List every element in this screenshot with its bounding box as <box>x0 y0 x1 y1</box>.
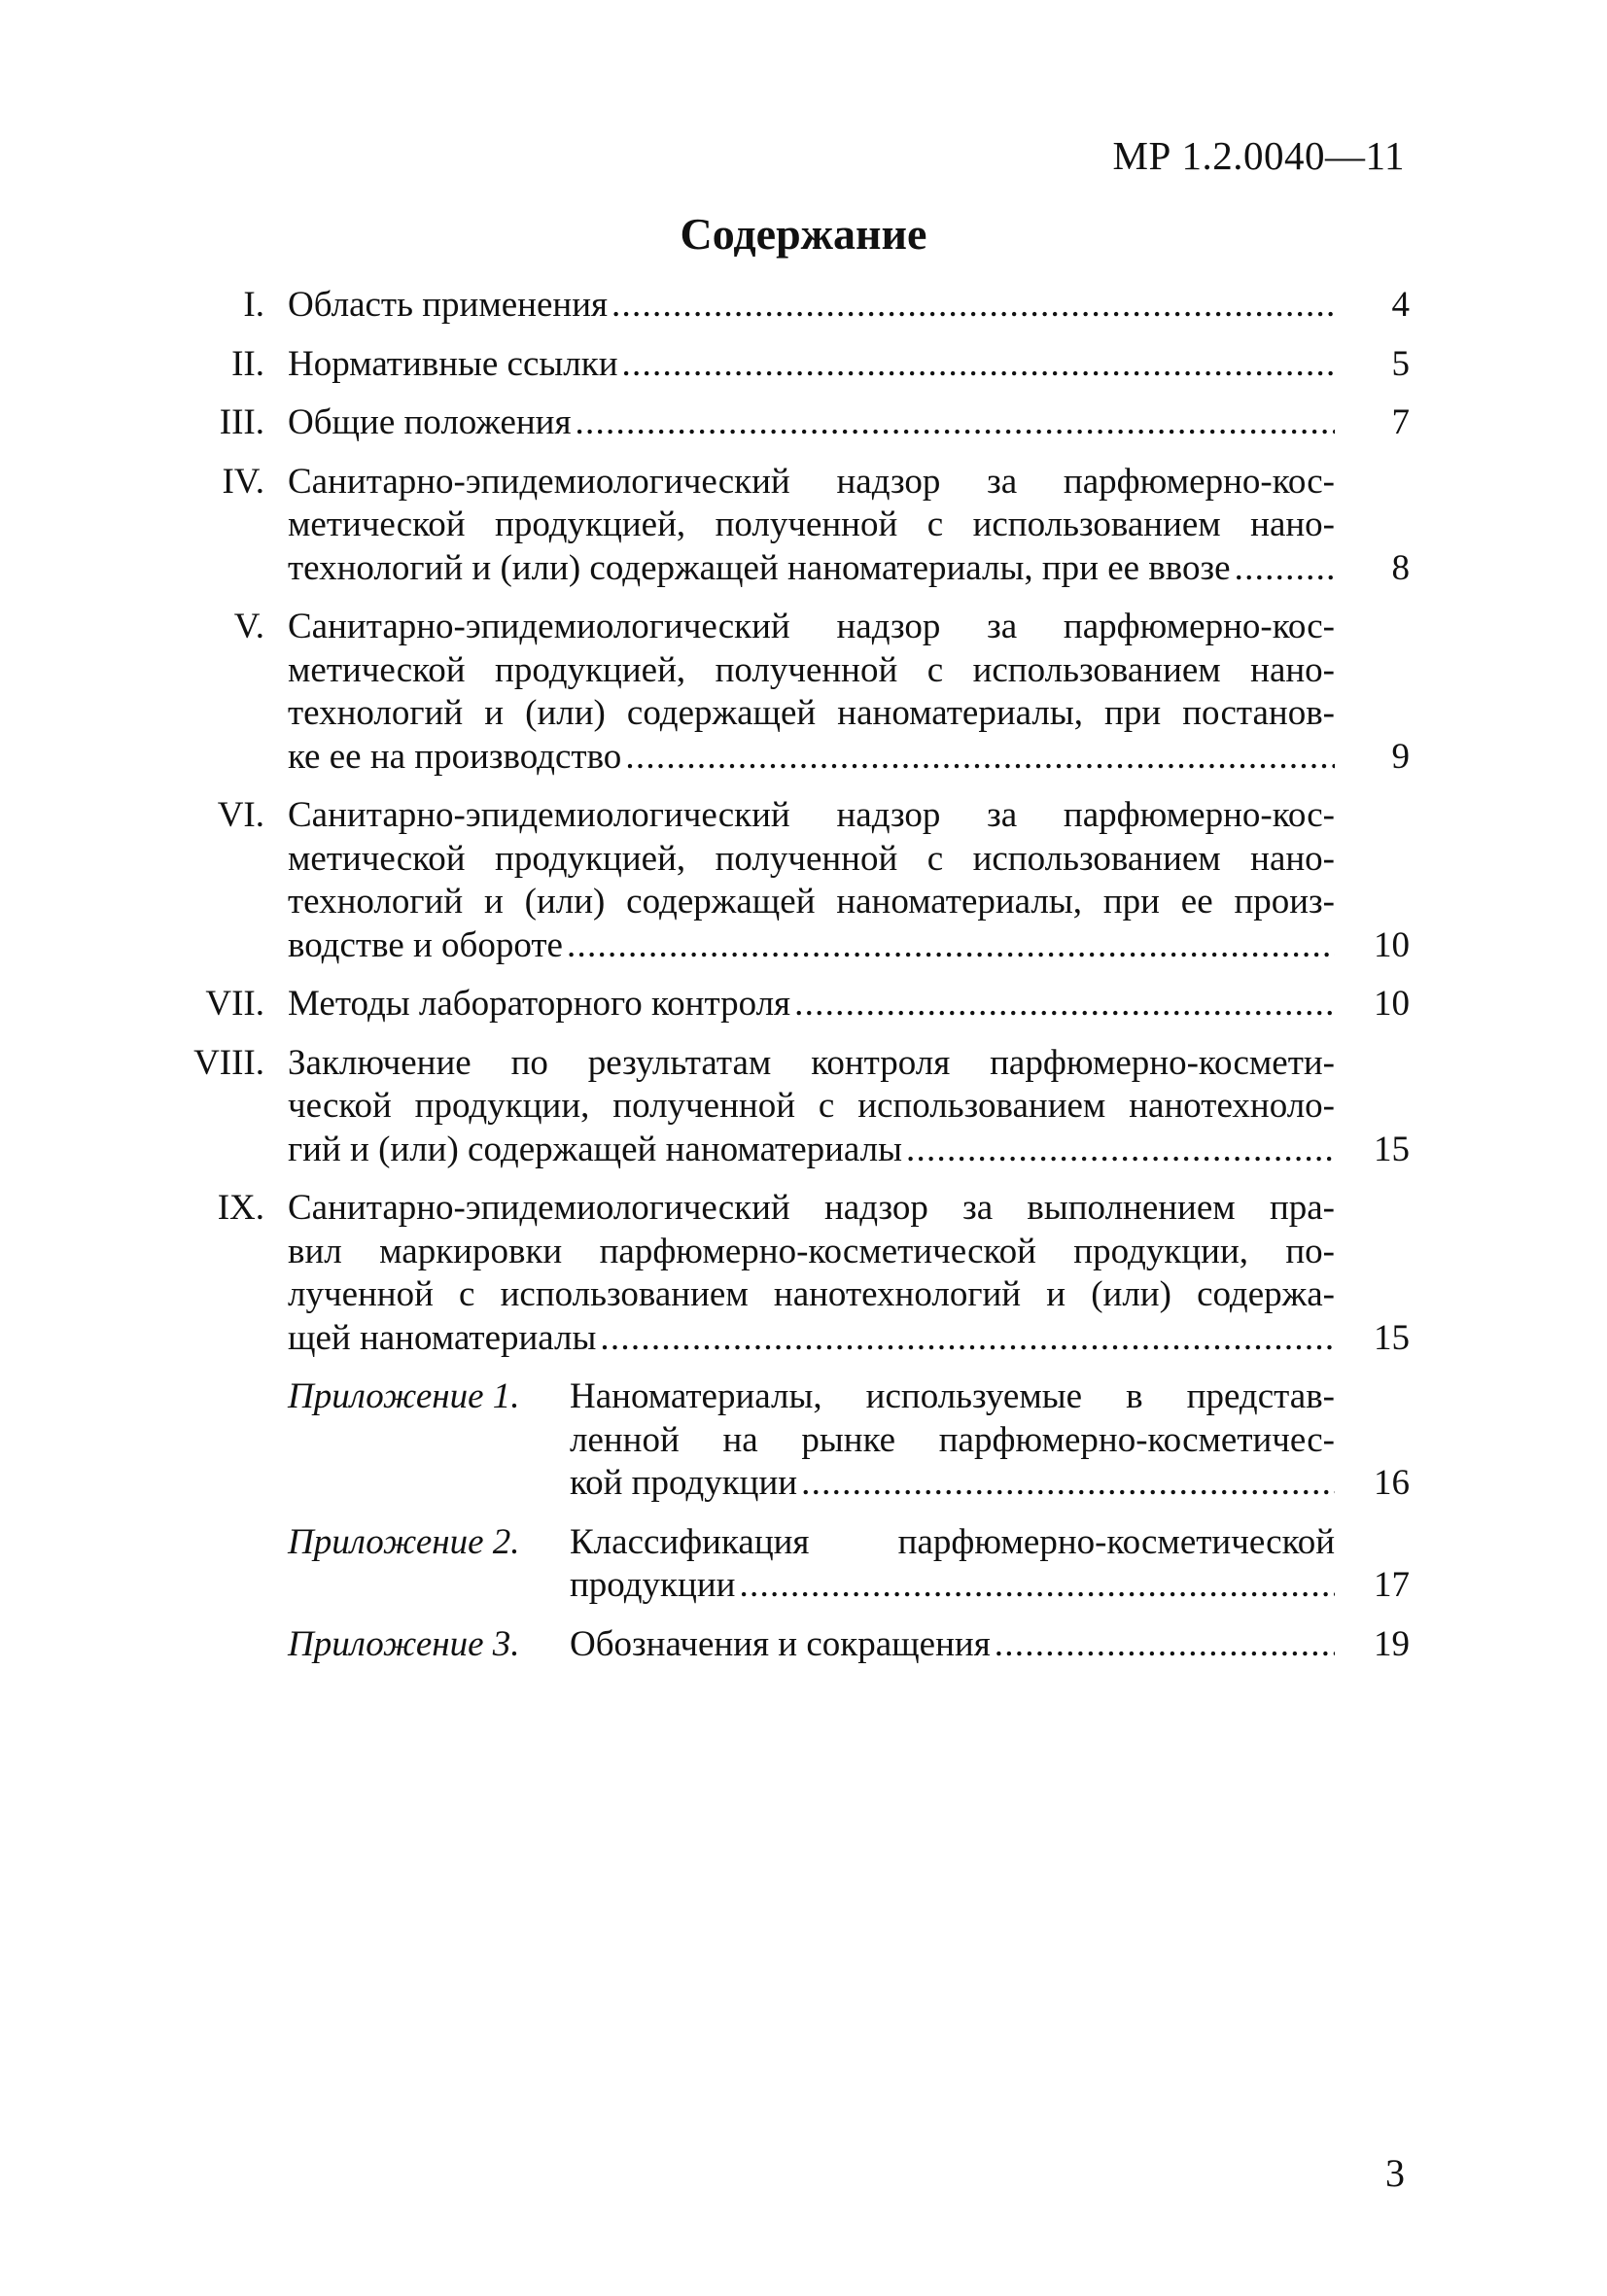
toc-entry <box>185 794 1410 967</box>
toc-appendices <box>185 1375 1410 1666</box>
entry-text-line: Санитарно-эпидемиологический надзор за парфюмерно-кос- <box>288 795 1335 835</box>
dot-leader <box>801 1462 1335 1506</box>
entry-text <box>570 1521 1335 1565</box>
entry-body <box>288 401 1410 445</box>
entry-page-number: 9 <box>1391 736 1410 777</box>
entry-text-line: Обозначения и сокращения <box>570 1623 991 1664</box>
entry-text-line: гий и (или) содержащей наноматериалы <box>288 1129 902 1169</box>
entry-text-line: водстве и обороте <box>288 924 563 965</box>
entry-body <box>570 1623 1410 1667</box>
entry-text-line: Методы лабораторного контроля <box>288 984 791 1024</box>
entry-text <box>570 1375 1335 1462</box>
entry-text-line: технологий и (или) содержащей наноматериалы, при ее произ- <box>288 882 1335 922</box>
entry-text <box>288 461 1335 547</box>
dot-leader <box>611 284 1335 328</box>
entry-text-last-line <box>288 343 1335 387</box>
entry-text-last-line <box>288 284 1335 328</box>
entry-page-number: 15 <box>1374 1129 1410 1169</box>
entry-text <box>288 1187 1335 1317</box>
entry-text <box>288 1042 1335 1129</box>
entry-body <box>288 983 1410 1026</box>
toc-appendix <box>185 1521 1410 1608</box>
toc-entry <box>185 1042 1410 1172</box>
entry-text-line: продукции <box>570 1565 736 1605</box>
entry-text <box>288 794 1335 924</box>
toc-entry <box>185 983 1410 1026</box>
entry-text-line: Санитарно-эпидемиологический надзор за парфюмерно-кос- <box>288 461 1335 502</box>
dot-leader <box>622 343 1335 387</box>
entry-text-line: ческой продукции, полученной с использованием нанотехноло- <box>288 1086 1335 1126</box>
entry-page-number: 7 <box>1391 402 1410 442</box>
entry-text-line: Область применения <box>288 285 609 325</box>
section-number: II. <box>231 343 264 384</box>
entry-text <box>288 606 1335 736</box>
entry-page-number: 15 <box>1374 1317 1410 1358</box>
entry-body <box>288 794 1410 967</box>
entry-text-last-line <box>570 1462 1335 1506</box>
entry-text-line: метической продукцией, полученной с использованием нано- <box>288 504 1335 544</box>
dot-leader <box>1235 547 1335 591</box>
entry-body <box>288 606 1410 779</box>
table-of-contents <box>185 284 1410 1682</box>
section-number: VIII. <box>193 1042 264 1083</box>
page-number: 3 <box>1385 2151 1405 2195</box>
entry-body <box>288 284 1410 328</box>
document-code: МР 1.2.0040—11 <box>1112 133 1405 178</box>
entry-page-number: 4 <box>1391 285 1410 325</box>
toc-appendix <box>185 1375 1410 1506</box>
dot-leader <box>739 1564 1335 1608</box>
toc-entry <box>185 606 1410 779</box>
entry-text-last-line <box>288 1317 1335 1361</box>
entry-page-number: 16 <box>1374 1463 1410 1503</box>
entry-body <box>288 343 1410 387</box>
entry-body <box>570 1375 1410 1506</box>
section-number: IV. <box>222 461 264 502</box>
toc-entry <box>185 343 1410 387</box>
section-number: VII. <box>205 984 264 1024</box>
entry-text-line: технологий и (или) содержащей наноматериалы, при постанов- <box>288 693 1335 733</box>
entry-body <box>288 461 1410 591</box>
entry-text-line: Наноматериалы, используемые в представ- <box>570 1376 1335 1416</box>
entry-text-line: Санитарно-эпидемиологический надзор за выполнением пра- <box>288 1188 1335 1228</box>
entry-page-number: 17 <box>1374 1565 1410 1605</box>
toc-entry <box>185 401 1410 445</box>
entry-text-last-line <box>288 401 1335 445</box>
entry-text-line: Санитарно-эпидемиологический надзор за парфюмерно-кос- <box>288 607 1335 646</box>
dot-leader <box>600 1317 1335 1361</box>
section-number: V. <box>233 607 264 646</box>
entry-text-last-line <box>288 1129 1335 1172</box>
toc-entry <box>185 461 1410 591</box>
section-number: IX. <box>217 1188 264 1228</box>
entry-body <box>570 1521 1410 1608</box>
dot-leader <box>575 401 1335 445</box>
entry-text-last-line <box>288 736 1335 780</box>
entry-page-number: 10 <box>1374 924 1410 965</box>
appendix-label: Приложение 2. <box>288 1521 520 1562</box>
entry-text-last-line <box>288 983 1335 1026</box>
appendix-label: Приложение 1. <box>288 1376 520 1416</box>
entry-text-line: Классификация парфюмерно-косметической <box>570 1521 1335 1562</box>
entry-text-last-line <box>288 924 1335 968</box>
toc-title: Содержание <box>680 209 927 259</box>
dot-leader <box>995 1623 1335 1667</box>
toc-entry <box>185 284 1410 328</box>
dot-leader <box>794 983 1335 1026</box>
entry-text-line: технологий и (или) содержащей наноматериалы, при ее ввозе <box>288 547 1231 588</box>
entry-page-number: 5 <box>1391 343 1410 384</box>
section-number: I. <box>243 285 264 325</box>
appendix-label: Приложение 3. <box>288 1623 520 1664</box>
entry-text-line: вил маркировки парфюмерно-косметической продукции, по- <box>288 1231 1335 1271</box>
dot-leader <box>625 736 1335 780</box>
entry-page-number: 8 <box>1391 547 1410 588</box>
toc-sections <box>185 284 1410 1360</box>
toc-entry <box>185 1187 1410 1360</box>
entry-body <box>288 1187 1410 1360</box>
section-number: III. <box>219 402 264 442</box>
entry-text-line: лученной с использованием нанотехнологий и (или) содержа- <box>288 1274 1335 1314</box>
entry-text-line: щей наноматериалы <box>288 1317 597 1358</box>
entry-text-line: кой продукции <box>570 1463 798 1503</box>
entry-text-line: Нормативные ссылки <box>288 343 618 384</box>
toc-appendix <box>185 1623 1410 1667</box>
dot-leader <box>906 1129 1335 1172</box>
entry-text-line: ке ее на производство <box>288 736 622 777</box>
entry-page-number: 19 <box>1374 1623 1410 1664</box>
entry-body <box>288 1042 1410 1172</box>
entry-text-last-line <box>288 547 1335 591</box>
entry-text-line: метической продукцией, полученной с использованием нано- <box>288 649 1335 690</box>
entry-page-number: 10 <box>1374 984 1410 1024</box>
entry-text-line: ленной на рынке парфюмерно-косметичес- <box>570 1419 1335 1460</box>
entry-text-line: Общие положения <box>288 402 572 442</box>
entry-text-line: метической продукцией, полученной с использованием нано- <box>288 838 1335 879</box>
entry-text-last-line <box>570 1564 1335 1608</box>
entry-text-line: Заключение по результатам контроля парфюмерно-космети- <box>288 1042 1335 1083</box>
entry-text-last-line <box>570 1623 1335 1667</box>
section-number: VI. <box>217 795 264 835</box>
dot-leader <box>567 924 1335 968</box>
